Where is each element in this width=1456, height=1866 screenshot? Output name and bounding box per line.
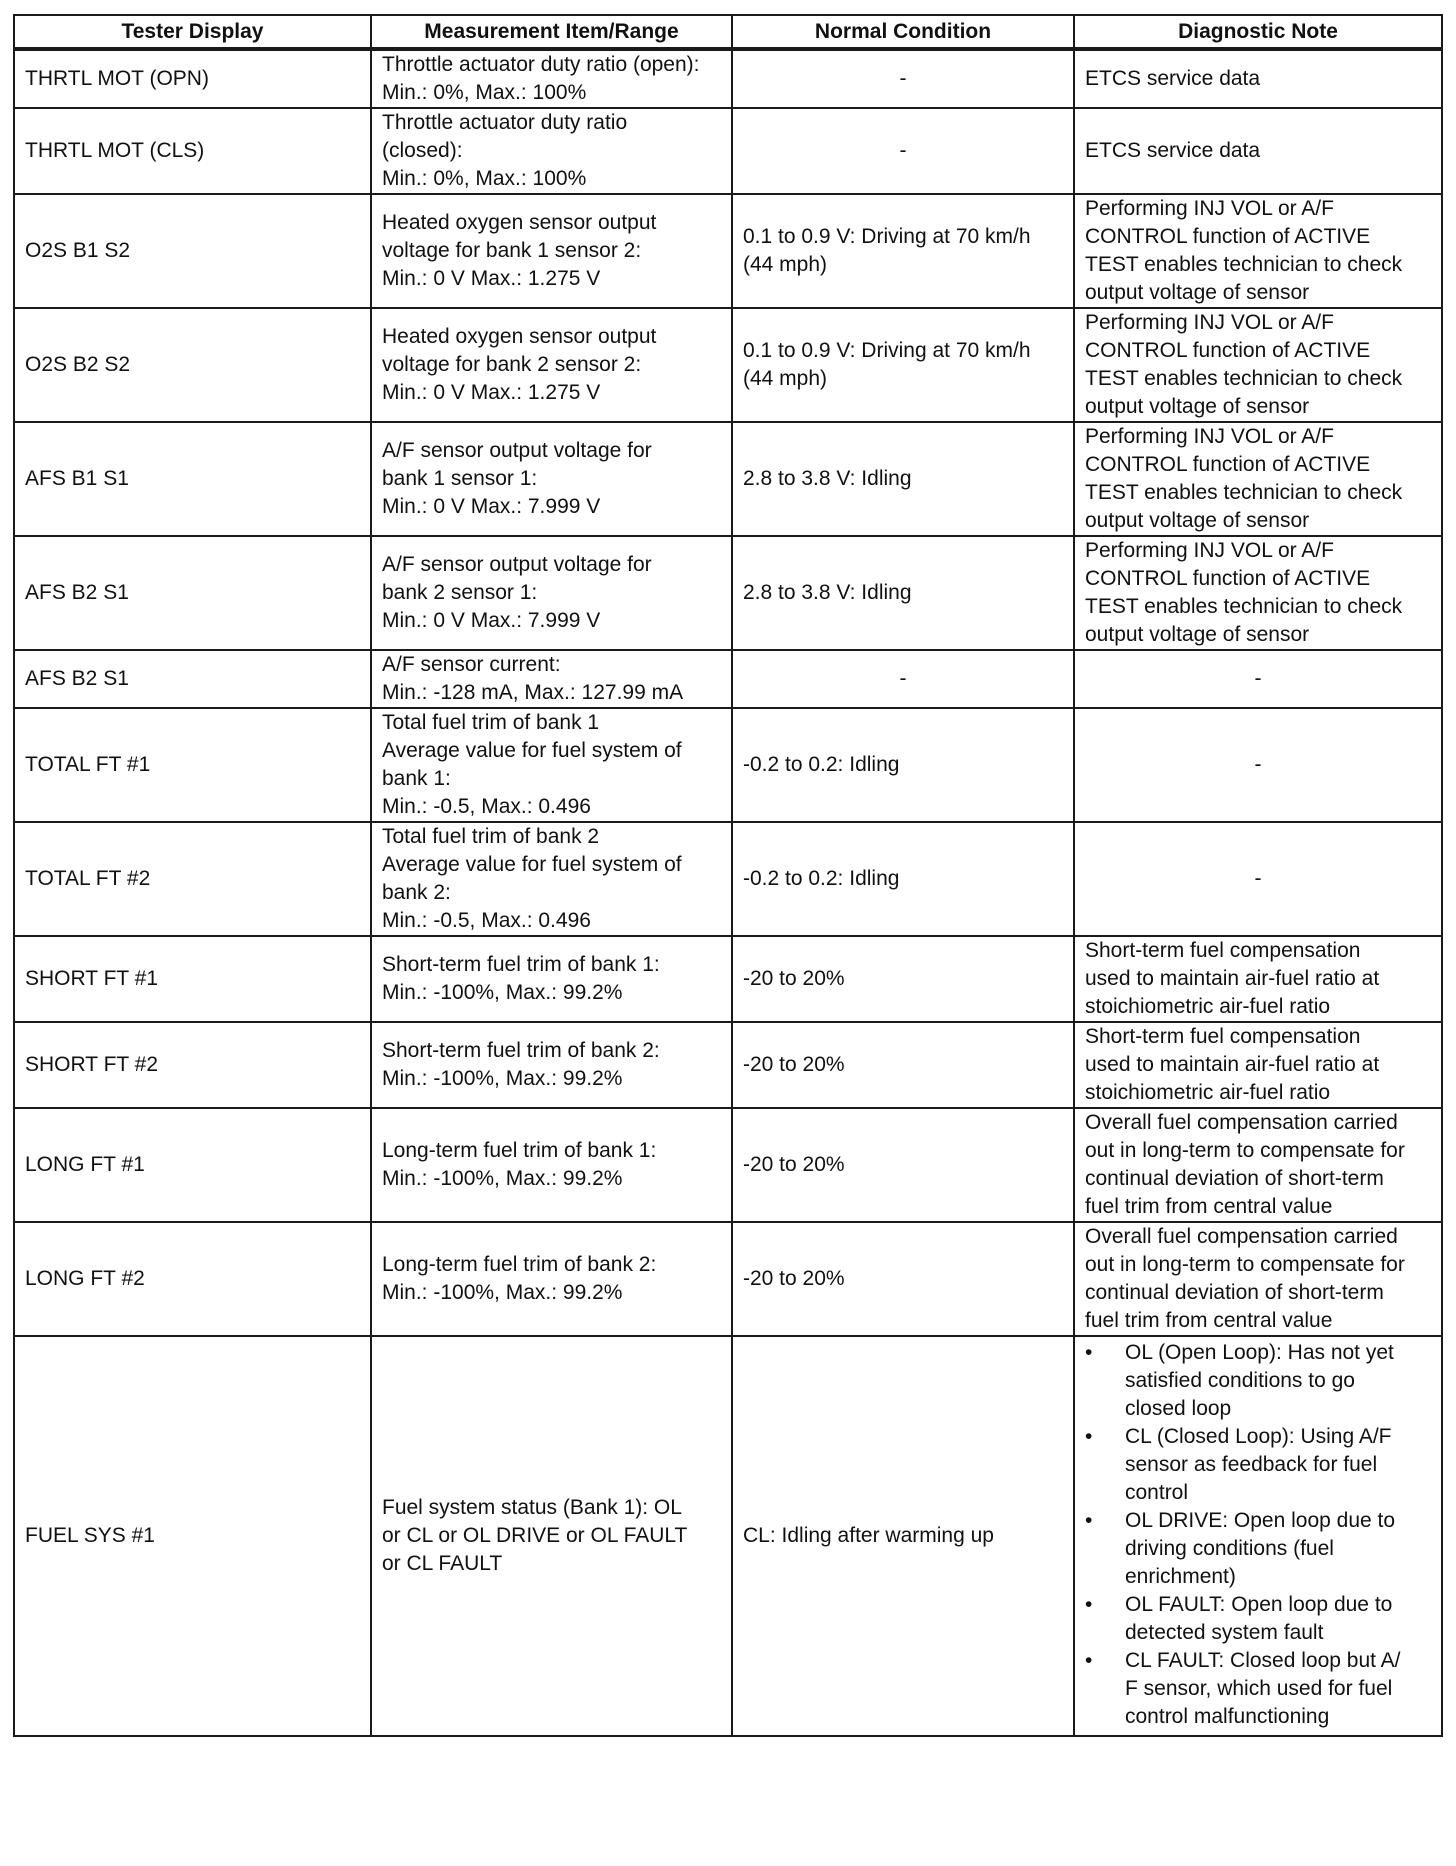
measurement-range-cell-text: A/F sensor output voltage for bank 1 sensor 1: Min.: 0 V Max.: 7.999 V — [382, 439, 652, 518]
measurement-range-cell-text: Total fuel trim of bank 1 Average value for fuel system of bank 1: Min.: -0.5, Max.: 0.496 — [382, 711, 682, 818]
bullet-icon: • — [1085, 1593, 1093, 1616]
tester-display-cell-text: THRTL MOT (OPN) — [25, 67, 209, 90]
tester-display-cell — [14, 194, 371, 308]
data-list-table — [13, 14, 1443, 1737]
normal-condition-cell-text: - — [899, 67, 907, 90]
list-item-text: OL DRIVE: Open loop due to driving conditions (fuel enrichment) — [1125, 1509, 1396, 1588]
measurement-range-cell-text: Short-term fuel trim of bank 1: Min.: -100%, Max.: 99.2% — [382, 953, 660, 1004]
diagnostic-note-cell — [1074, 108, 1442, 194]
table-row — [14, 536, 1442, 650]
bullet-icon: • — [1085, 1341, 1093, 1364]
table-row — [14, 108, 1442, 194]
normal-condition-cell — [732, 1022, 1074, 1108]
tester-display-cell-text: TOTAL FT #1 — [25, 753, 151, 776]
normal-condition-cell-text: -20 to 20% — [743, 967, 845, 990]
header-measurement-item: Measurement Item/Range — [371, 15, 732, 49]
list-item — [1085, 1423, 1431, 1507]
normal-condition-cell-text: CL: Idling after warming up — [743, 1524, 994, 1547]
normal-condition-cell — [732, 1336, 1074, 1736]
measurement-range-cell-text: A/F sensor output voltage for bank 2 sensor 1: Min.: 0 V Max.: 7.999 V — [382, 553, 652, 632]
tester-display-cell — [14, 1222, 371, 1336]
measurement-range-cell-text: Fuel system status (Bank 1): OL or CL or OL DRIVE or OL FAULT or CL FAULT — [382, 1496, 688, 1575]
measurement-range-cell — [371, 1222, 732, 1336]
diagnostic-note-cell — [1074, 1108, 1442, 1222]
measurement-range-cell — [371, 49, 732, 108]
measurement-range-cell — [371, 536, 732, 650]
measurement-range-cell-text: Short-term fuel trim of bank 2: Min.: -100%, Max.: 99.2% — [382, 1039, 660, 1090]
diagnostic-note-cell — [1074, 49, 1442, 108]
tester-display-cell — [14, 308, 371, 422]
diagnostic-note-cell — [1074, 822, 1442, 936]
diagnostic-note-cell-text: ETCS service data — [1085, 67, 1261, 90]
list-item — [1085, 1647, 1431, 1731]
normal-condition-cell — [732, 1108, 1074, 1222]
measurement-range-cell — [371, 1108, 732, 1222]
measurement-range-cell-text: A/F sensor current: Min.: -128 mA, Max.: 127.99 mA — [382, 653, 684, 704]
fuel-status-note-list — [1085, 1339, 1431, 1731]
normal-condition-cell-text: - — [899, 667, 907, 690]
diagnostic-note-cell — [1074, 1336, 1442, 1736]
diagnostic-note-cell — [1074, 650, 1442, 708]
tester-display-cell-text: AFS B1 S1 — [25, 467, 129, 490]
diagnostic-note-cell-text: Performing INJ VOL or A/F CONTROL function of ACTIVE TEST enables technician to check output voltage of sensor — [1085, 539, 1403, 646]
list-item-text: CL (Closed Loop): Using A/F sensor as feedback for fuel control — [1125, 1425, 1392, 1504]
tester-display-cell — [14, 936, 371, 1022]
normal-condition-cell-text: -20 to 20% — [743, 1153, 845, 1176]
table-row — [14, 1222, 1442, 1336]
tester-display-cell-text: SHORT FT #2 — [25, 1053, 159, 1076]
measurement-range-cell-text: Total fuel trim of bank 2 Average value for fuel system of bank 2: Min.: -0.5, Max.: 0.496 — [382, 825, 682, 932]
diagnostic-note-cell-text: Performing INJ VOL or A/F CONTROL function of ACTIVE TEST enables technician to check output voltage of sensor — [1085, 311, 1403, 418]
tester-display-cell-text: SHORT FT #1 — [25, 967, 159, 990]
normal-condition-cell — [732, 108, 1074, 194]
tester-display-cell-text: LONG FT #2 — [25, 1267, 145, 1290]
tester-display-cell — [14, 1022, 371, 1108]
diagnostic-note-cell — [1074, 308, 1442, 422]
table-row — [14, 194, 1442, 308]
measurement-range-cell — [371, 936, 732, 1022]
bullet-icon: • — [1085, 1425, 1093, 1448]
table-row — [14, 1108, 1442, 1222]
measurement-range-cell-text: Long-term fuel trim of bank 1: Min.: -100%, Max.: 99.2% — [382, 1139, 657, 1190]
list-item-text: OL FAULT: Open loop due to detected system fault — [1125, 1593, 1393, 1644]
list-item — [1085, 1339, 1431, 1423]
tester-display-cell-text: O2S B1 S2 — [25, 239, 131, 262]
diagnostic-note-cell-text: - — [1254, 667, 1262, 690]
diagnostic-note-cell — [1074, 708, 1442, 822]
diagnostic-note-cell-text: Overall fuel compensation carried out in long-term to compensate for continual deviation of short-term fuel trim from central value — [1085, 1225, 1405, 1332]
tester-display-cell-text: AFS B2 S1 — [25, 667, 129, 690]
tester-display-cell — [14, 1108, 371, 1222]
normal-condition-cell-text: 0.1 to 0.9 V: Driving at 70 km/h (44 mph) — [743, 339, 1031, 390]
measurement-range-cell — [371, 194, 732, 308]
normal-condition-cell-text: -20 to 20% — [743, 1267, 845, 1290]
normal-condition-cell — [732, 822, 1074, 936]
measurement-range-cell — [371, 108, 732, 194]
measurement-range-cell — [371, 822, 732, 936]
diagnostic-note-cell — [1074, 422, 1442, 536]
normal-condition-cell — [732, 650, 1074, 708]
measurement-range-cell-text: Heated oxygen sensor output voltage for bank 2 sensor 2: Min.: 0 V Max.: 1.275 V — [382, 325, 657, 404]
normal-condition-cell-text: 0.1 to 0.9 V: Driving at 70 km/h (44 mph) — [743, 225, 1031, 276]
diagnostic-note-cell-text: - — [1254, 867, 1262, 890]
normal-condition-cell — [732, 708, 1074, 822]
tester-display-cell-text: AFS B2 S1 — [25, 581, 129, 604]
header-tester-display: Tester Display — [14, 15, 371, 49]
header-row — [14, 15, 1442, 49]
tester-display-cell-text: THRTL MOT (CLS) — [25, 139, 205, 162]
list-item — [1085, 1591, 1431, 1647]
table-row — [14, 936, 1442, 1022]
tester-display-cell — [14, 1336, 371, 1736]
measurement-range-cell-text: Throttle actuator duty ratio (open): Min.: 0%, Max.: 100% — [382, 53, 700, 104]
normal-condition-cell-text: 2.8 to 3.8 V: Idling — [743, 467, 912, 490]
measurement-range-cell-text: Long-term fuel trim of bank 2: Min.: -100%, Max.: 99.2% — [382, 1253, 657, 1304]
table-row — [14, 49, 1442, 108]
measurement-range-cell — [371, 308, 732, 422]
diagnostic-note-cell — [1074, 1022, 1442, 1108]
diagnostic-note-cell-text: Overall fuel compensation carried out in long-term to compensate for continual deviation of short-term fuel trim from central value — [1085, 1111, 1405, 1218]
normal-condition-cell-text: - — [899, 139, 907, 162]
bullet-icon: • — [1085, 1509, 1093, 1532]
normal-condition-cell — [732, 194, 1074, 308]
list-item — [1085, 1507, 1431, 1591]
normal-condition-cell — [732, 422, 1074, 536]
bullet-icon: • — [1085, 1649, 1093, 1672]
measurement-range-cell — [371, 708, 732, 822]
diagnostic-note-cell-text: ETCS service data — [1085, 139, 1261, 162]
list-item-text: OL (Open Loop): Has not yet satisfied conditions to go closed loop — [1125, 1341, 1394, 1420]
diagnostic-note-cell-text: - — [1254, 753, 1262, 776]
measurement-range-cell-text: Throttle actuator duty ratio (closed): Min.: 0%, Max.: 100% — [382, 111, 628, 190]
normal-condition-cell-text: -0.2 to 0.2: Idling — [743, 753, 900, 776]
header-normal-condition: Normal Condition — [732, 15, 1074, 49]
measurement-range-cell — [371, 650, 732, 708]
normal-condition-cell — [732, 1222, 1074, 1336]
diagnostic-note-cell — [1074, 536, 1442, 650]
tester-display-cell — [14, 108, 371, 194]
tester-display-cell — [14, 650, 371, 708]
measurement-range-cell — [371, 1336, 732, 1736]
normal-condition-cell — [732, 308, 1074, 422]
tester-display-cell-text: O2S B2 S2 — [25, 353, 131, 376]
normal-condition-cell-text: 2.8 to 3.8 V: Idling — [743, 581, 912, 604]
tester-display-cell — [14, 49, 371, 108]
table-row-fuel-sys — [14, 1336, 1442, 1736]
normal-condition-cell-text: -0.2 to 0.2: Idling — [743, 867, 900, 890]
diagnostic-note-cell-text: Performing INJ VOL or A/F CONTROL function of ACTIVE TEST enables technician to check output voltage of sensor — [1085, 197, 1403, 304]
measurement-range-cell — [371, 1022, 732, 1108]
list-item-text: CL FAULT: Closed loop but A/ F sensor, which used for fuel control malfunctioning — [1125, 1649, 1401, 1728]
tester-display-cell-text: LONG FT #1 — [25, 1153, 145, 1176]
measurement-range-cell — [371, 422, 732, 536]
normal-condition-cell — [732, 536, 1074, 650]
normal-condition-cell — [732, 936, 1074, 1022]
table-row — [14, 1022, 1442, 1108]
diagnostic-note-cell-text: Performing INJ VOL or A/F CONTROL function of ACTIVE TEST enables technician to check output voltage of sensor — [1085, 425, 1403, 532]
diagnostic-note-cell-text: Short-term fuel compensation used to maintain air-fuel ratio at stoichiometric air-fuel ratio — [1085, 1025, 1380, 1104]
measurement-range-cell-text: Heated oxygen sensor output voltage for bank 1 sensor 2: Min.: 0 V Max.: 1.275 V — [382, 211, 657, 290]
table-row — [14, 822, 1442, 936]
tester-display-cell — [14, 422, 371, 536]
diagnostic-note-cell-text: Short-term fuel compensation used to maintain air-fuel ratio at stoichiometric air-fuel ratio — [1085, 939, 1380, 1018]
header-diagnostic-note: Diagnostic Note — [1074, 15, 1442, 49]
table-row — [14, 422, 1442, 536]
table-row — [14, 708, 1442, 822]
tester-display-cell — [14, 536, 371, 650]
table-row — [14, 650, 1442, 708]
diagnostic-note-cell — [1074, 936, 1442, 1022]
tester-display-cell — [14, 708, 371, 822]
tester-display-cell-text: FUEL SYS #1 — [25, 1524, 155, 1547]
tester-display-cell — [14, 822, 371, 936]
normal-condition-cell — [732, 49, 1074, 108]
tester-display-cell-text: TOTAL FT #2 — [25, 867, 151, 890]
diagnostic-note-cell — [1074, 194, 1442, 308]
table-row — [14, 308, 1442, 422]
normal-condition-cell-text: -20 to 20% — [743, 1053, 845, 1076]
diagnostic-note-cell — [1074, 1222, 1442, 1336]
